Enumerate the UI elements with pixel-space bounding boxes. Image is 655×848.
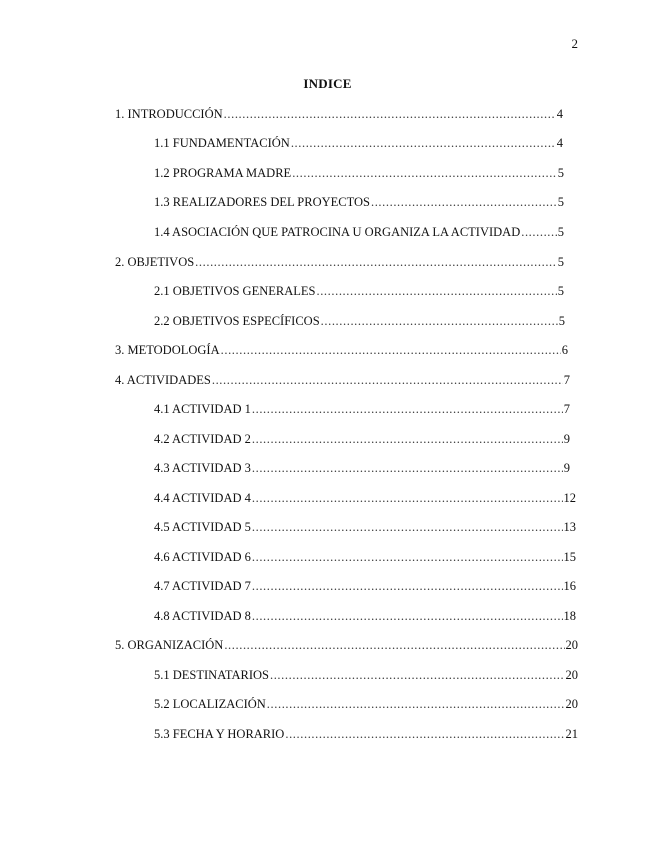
toc-leader xyxy=(224,105,556,123)
toc-entry xyxy=(154,223,564,241)
toc-entry-label: 4.5 ACTIVIDAD 5 xyxy=(154,520,251,534)
toc-leader xyxy=(292,164,557,182)
toc-leader xyxy=(224,636,564,654)
toc-entry xyxy=(154,193,564,211)
toc-entry xyxy=(154,134,563,152)
toc-entry-page: 9 xyxy=(563,461,570,475)
toc-entry-label: 4.4 ACTIVIDAD 4 xyxy=(154,491,251,505)
toc-entry-page: 5 xyxy=(557,195,564,209)
toc-leader xyxy=(252,518,563,536)
toc-entry-page: 7 xyxy=(563,402,570,416)
toc-entry-label: 4.1 ACTIVIDAD 1 xyxy=(154,402,251,416)
toc-entry-page: 18 xyxy=(563,609,576,623)
toc-entry-label: 5.3 FECHA Y HORARIO xyxy=(154,727,285,741)
toc-leader xyxy=(252,430,563,448)
toc-leader xyxy=(267,695,565,713)
toc-entry-label: 3. METODOLOGÍA xyxy=(115,343,220,357)
toc-entry-label: 4.7 ACTIVIDAD 7 xyxy=(154,579,251,593)
toc-leader xyxy=(252,607,563,625)
toc-leader xyxy=(252,459,563,477)
toc-entry-page: 4 xyxy=(556,136,563,150)
toc-entry-page: 9 xyxy=(563,432,570,446)
toc-leader xyxy=(316,282,556,300)
toc-entry xyxy=(154,548,576,566)
toc-entry-page: 20 xyxy=(565,668,578,682)
toc-entry xyxy=(115,341,568,359)
toc-entry xyxy=(154,459,570,477)
toc-entry xyxy=(115,105,563,123)
toc-entry-page: 4 xyxy=(556,107,563,121)
toc-entry-page: 5 xyxy=(557,166,564,180)
toc-entry-label: 1. INTRODUCCIÓN xyxy=(115,107,223,121)
toc-entry xyxy=(154,282,564,300)
toc-entry xyxy=(154,577,576,595)
toc-entry-label: 5.1 DESTINATARIOS xyxy=(154,668,269,682)
toc-entry-label: 2. OBJETIVOS xyxy=(115,255,195,269)
toc-entry xyxy=(154,725,578,743)
toc-entry xyxy=(154,400,570,418)
toc-leader xyxy=(521,223,557,241)
toc-entry-page: 20 xyxy=(565,638,578,652)
toc-leader xyxy=(285,725,564,743)
toc-entry xyxy=(154,607,576,625)
toc-entry-label: 4.6 ACTIVIDAD 6 xyxy=(154,550,251,564)
toc-entry-label: 1.1 FUNDAMENTACIÓN xyxy=(154,136,290,150)
toc-entry-page: 5 xyxy=(557,255,564,269)
toc-leader xyxy=(195,253,557,271)
toc-leader xyxy=(252,400,563,418)
toc-leader xyxy=(371,193,557,211)
toc-entry-label: 5.2 LOCALIZACIÓN xyxy=(154,697,266,711)
toc-leader xyxy=(321,312,558,330)
toc-entry-page: 15 xyxy=(563,550,576,564)
toc-entry-page: 5 xyxy=(557,284,564,298)
toc-entry-page: 16 xyxy=(563,579,576,593)
toc-entry xyxy=(154,518,576,536)
toc-entry xyxy=(154,312,565,330)
toc-entry-page: 6 xyxy=(561,343,568,357)
toc-entry xyxy=(154,489,576,507)
toc-entry-label: 1.4 ASOCIACIÓN QUE PATROCINA U ORGANIZA LA ACTIVIDAD xyxy=(154,225,521,239)
toc-leader xyxy=(212,371,563,389)
page-number: 2 xyxy=(571,36,578,51)
toc-entry xyxy=(154,430,570,448)
toc-entry-label: 4.8 ACTIVIDAD 8 xyxy=(154,609,251,623)
toc-entry xyxy=(115,371,570,389)
toc-leader xyxy=(291,134,556,152)
toc-entry-page: 20 xyxy=(565,697,578,711)
toc-entry-label: 1.2 PROGRAMA MADRE xyxy=(154,166,292,180)
toc-leader xyxy=(270,666,565,684)
toc-entry-label: 4.2 ACTIVIDAD 2 xyxy=(154,432,251,446)
toc-entry-page: 21 xyxy=(565,727,578,741)
toc-entry-label: 2.2 OBJETIVOS ESPECÍFICOS xyxy=(154,314,320,328)
toc-leader xyxy=(221,341,561,359)
toc-entry xyxy=(115,253,564,271)
toc-entry-page: 13 xyxy=(563,520,576,534)
toc-entry-page: 7 xyxy=(563,373,570,387)
toc-entry-label: 1.3 REALIZADORES DEL PROYECTOS xyxy=(154,195,370,209)
toc-leader xyxy=(252,548,563,566)
toc-entry xyxy=(154,695,578,713)
toc-entry-label: 4. ACTIVIDADES xyxy=(115,373,211,387)
toc-leader xyxy=(252,577,563,595)
toc-entry-page: 12 xyxy=(563,491,576,505)
toc-entry-label: 4.3 ACTIVIDAD 3 xyxy=(154,461,251,475)
toc-entry-page: 5 xyxy=(557,225,564,239)
toc-entry-label: 5. ORGANIZACIÓN xyxy=(115,638,224,652)
toc-entry xyxy=(115,636,578,654)
toc-entry xyxy=(154,164,564,182)
toc-entry-label: 2.1 OBJETIVOS GENERALES xyxy=(154,284,316,298)
toc-entry xyxy=(154,666,578,684)
toc-leader xyxy=(252,489,563,507)
page-title: INDICE xyxy=(303,76,352,91)
toc-entry-page: 5 xyxy=(558,314,565,328)
